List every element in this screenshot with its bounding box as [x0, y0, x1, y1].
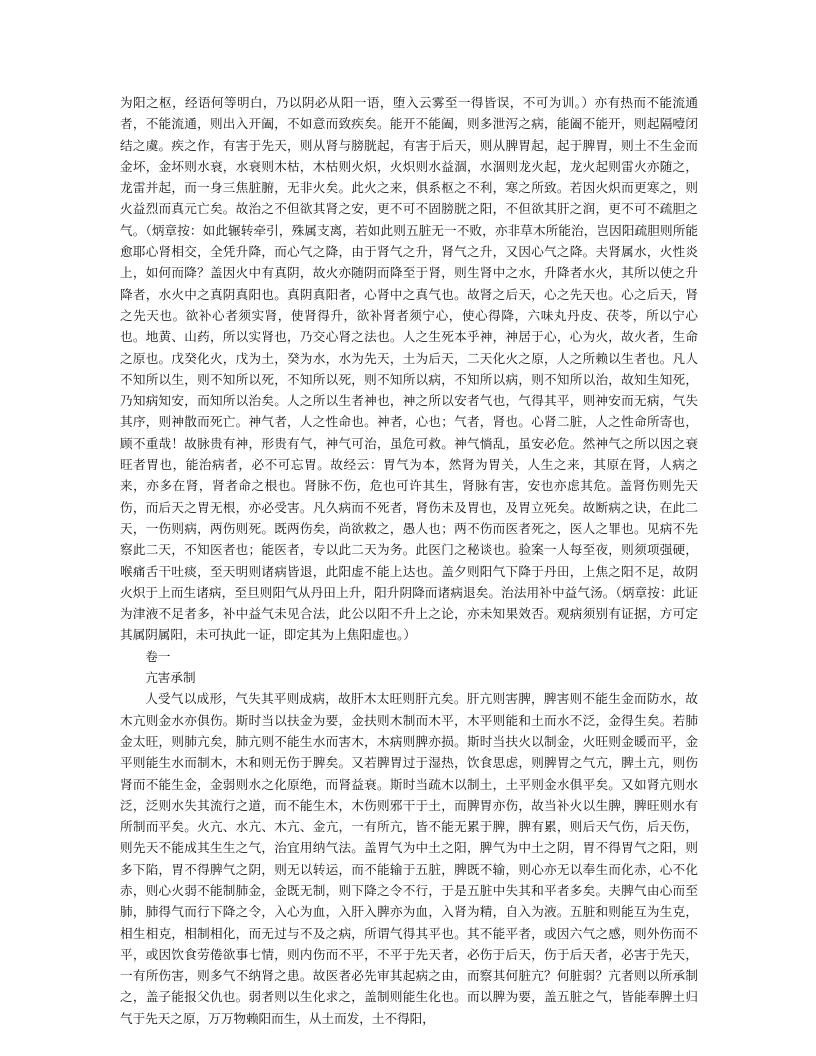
section-heading: 亢害承制: [145, 670, 196, 686]
body-paragraph: 为阳之枢，经语何等明白，乃以阴必从阳一语，堕入云雾至一得皆误，不可为训。）亦有热而不能流通者，不能流通，则出入开阖，不如意而致疾矣。能开不能阖，则多泄泻之病，能阖不能开，则起隔噎闭结之虞。疾之作，有害于先天，则从肾与膀胱起，有害于后天，则从脾胃起，起于脾胃，则土不生金而金坏，金坏则水衰，水衰则木枯，木枯则火炽，火炽则水益涸，水涸则龙火起，龙火起则雷火亦随之，龙雷并起，而一身三焦脏腑，无非火矣。此火之来，俱系枢之不利，寒之所致。若因火炽而更寒之，则火益烈而真元亡矣。故治之不但欲其肾之安，更不可不固膀胱之阳，不但欲其肝之润，更不可不疏胆之气。（炳章按：如此辗转牵引，殊属支离，若如此则五脏无一不败，亦非草木所能治，岂因阳疏胆则所能愈耶心肾相交，全凭升降，而心气之降，由于肾气之升，肾气之升，又因心气之降。夫肾属水，火性炎上，如何而降？盖因火中有真阴，故火亦随阴而降至于肾，则生肾中之水，升降者水火，其所以使之升降者，水火中之真阴真阳也。真阴真阳者，心肾中之真气也。故肾之后天，心之先天也。心之后天，肾之先天也。欲补心者须实肾，使肾得升，欲补肾者须宁心，使心得降，六味丸丹皮、茯苓，所以宁心也。地黄、山药，所以实肾也，乃交心肾之法也。人之生死本乎神，神居于心，心为火，故火者，生命之原也。戊癸化火，戊为土，癸为水，水为先天，土为后天，二天化火之原，人之所赖以生者也。凡人不知所以生，则不知所以死，不知所以死，则不知所以病，不知所以病，则不知所以治，故知生知死，乃知病知安，而知所以治矣。人之所以生者神也，神之所以安者气也，气得其平，则神安而无病，气失其序，则神散而死亡。神气者，人之性命也。神者，心也；气者，肾也。心肾二脏，人之性命所寄也，顾不重哉！故脉贵有神，形贵有气，神气可治，虽危可救。神气惝乱，虽安必危。然神气之所以因之衰旺者胃也，能治病者，必不可忘胃。故经云：胃气为本，然肾为胃关，人生之来，其原在肾，人病之来，亦多在肾，肾者命之根也。肾脉不伤，危也可许其生，肾脉有害，安也亦虑其危。盖肾伤则先天伤，而后天之胃无根，亦必受害。凡久病而不死者，肾伤未及胃也，及胃立死矣。故断病之诀，在此二天，一伤则病，两伤则死。既两伤矣，尚欲救之，愚人也；两不伤而医者死之，医人之罪也。见病不先察此二天，不知医者也；能医者，专以此二天为务。此医门之秘谈也。验案一人每至夜，则须项强硬，喉痛舌干吐痰，至天明则诸病皆退，此阳虚不能上达也。盖夕则阳气下降于丹田，上焦之阳不足，故阴火炽于上而生诸病，至旦则阳气从丹田上升，阳升阴降而诸病退矣。治法用补中益气汤。（炳章按：此证为津液不足者多，补中益气未见合法，此公以阳不升上之论，亦未知果效否。观病须别有证据，方可定其属阴属阳，未可执此一证，即定其为上焦阳虚也。）: [120, 95, 698, 643]
section-body-paragraph: 人受气以成形，气失其平则成病，故肝木太旺则肝亢矣。肝亢则害脾，脾害则不能生金而防水，故木亢则金水亦俱伤。斯时当以扶金为要，金扶则木制而木平，木平则能和土而水不泛，金得生矣。若肺金太旺，则肺亢矣，肺亢则不能生水而害木，木病则脾亦损。斯时当扶火以制金，火旺则金暖而平，金平则能生水而制木，木和则无伤于脾矣。又若脾胃过于湿热，饮食思虑，则脾胃之气亢，脾土亢，则伤肾而不能生金，金弱则水之化原绝，而肾益衰。斯时当疏木以制土，土平则金水俱平矣。又如肾亢则水泛，泛则水失其流行之道，而不能生木，木伤则邪干于土，而脾胃亦伤，故当补火以生脾，脾旺则水有所制而平矣。火亢、水亢、木亢、金亢，一有所亢，皆不能无累于脾，脾有累，则后天气伤，后天伤，则先天不能成其生生之气，治宜用纳气法。盖胃气为中土之阳，脾气为中土之阴，胃不得胃气之阳，则多下陷，胃不得脾气之阴，则无以转运，而不能输于五脏，脾既不输，则心亦无以奉生而化赤，心不化赤，则心火弱不能制肺金，金既无制，则下降之令不行，于是五脏中失其和平者多矣。夫脾气由心而至肺，肺得气而行下降之令，入心为血，入肝入脾亦为血，入肾为精，自入为液。五脏和则能互为生克，相生相克，相制相化，而无过与不及之病，所谓气得其平也。其不能平者，或因六气之感，则外伤而不平，或因饮食劳倦欲事七情，则内伤而不平，不平于先天者，必伤于后天，伤于后天者，必害于先天，一有所伤害，则多气不纳肾之患。故医者必先审其起病之由，而察其何脏亢？何脏弱？亢者则以所承制之，盖子能报父仇也。弱者则以生化求之，盖制则能生化也。而以脾为要，盖五脏之气，皆能奉脾土归气于先天之原，万万物赖阳而生，从土而发，土不得阳，: [120, 691, 698, 1026]
volume-heading: 卷一: [145, 648, 171, 664]
document-page: [120, 92, 698, 1029]
